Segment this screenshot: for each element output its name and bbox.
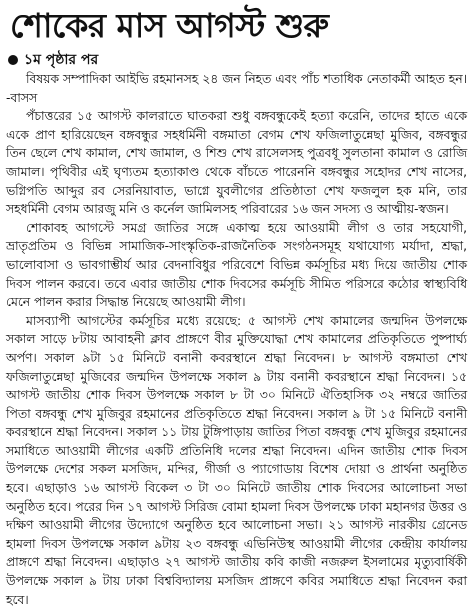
paragraph: মাসব্যাপী আগস্টের কর্মসূচির মধ্যে রয়েছে: ৫ আগস্ট শেখ কামালের জন্মদিন উপলক্ষে সকাল সাড়ে ৮টায় আবাহনী ক্লাব প্রাঙ্গণে বীর মুক্তিযোদ্ধা শেখ কামালের প্রতিকৃতিতে পুষ্পার্ঘ্য অর্পণ। সকাল ৯টা ১৫ মিনিটে বনানী কবরস্থানে শ্রদ্ধা নিবেদন। ৮ আগস্ট বঙ্গমাতা শেখ ফজিলাতুন্নেছা মুজিবের জন্মদিন উপলক্ষে সকাল ৯ টায় বনানী কবরস্থানে শ্রদ্ধা নিবেদন। ১৫ আগস্ট জাতীয় শোক দিবস উপলক্ষে সকাল ৮ টা ৩০ মিনিটে ঐতিহাসিক ৩২ নম্বরে জাতির পিতা বঙ্গবন্ধু শেখ মুজিবুর রহমানের প্রতিকৃতিতে শ্রদ্ধা নিবেদন। সকাল ৯ টা ১৫ মিনিটে বনানী কবরস্থানে শ্রদ্ধা নিবেদন। সকাল ১১ টায় টুঙ্গিপাড়ায় জাতির পিতা বঙ্গবন্ধু শেখ মুজিবুর রহমানের সমাধিতে আওয়ামী লীগের একটি প্রতিনিধি দলের শ্রদ্ধা নিবেদন। এদিন জাতীয় শোক দিবস উপলক্ষে দেশের সকল মসজিদ, মন্দির, গীর্জা ও প্যাগোডায় বিশেষ দোয়া ও প্রার্থনা অনুষ্ঠিত হবে। এছাড়াও ১৬ আগস্ট বিকেল ৩ টা ৩০ মিনিটে জাতীয় শোক দিবসের আলোচনা সভা অনুষ্ঠিত হবে। পরের দিন ১৭ আগস্ট সিরিজ বোমা হামলা দিবস উপলক্ষে ঢাকা মহানগর উত্তর ও দক্ষিণ আওয়ামী লীগের উদ্যোগে অনুষ্ঠিত হবে আলোচনা সভা। ২১ আগস্ট নারকীয় গ্রেনেড হামলা দিবস উপলক্ষে সকাল ৯টায় ২৩ বঙ্গবন্ধু এভিনিউস্থ আওয়ামী লীগের কেন্দ্রীয় কার্যালয় প্রাঙ্গণে শ্রদ্ধা নিবেদন। এছাড়াও ২৭ আগস্ট জাতীয় কবি কাজী নজরুল ইসলামের মৃত্যুবার্ষিকী উপলক্ষে সকাল ৯ টায় ঢাকা বিশ্ববিদ্যালয় মসজিদ প্রাঙ্গণে কবির সমাধিতে শ্রদ্ধা নিবেদন করা হবে। [6,313,467,607]
paragraph: বিষয়ক সম্পাদিকা আইভি রহমানসহ ২৪ জন নিহত এবং পাঁচ শতাধিক নেতাকর্মী আহত হন। -বাসস [6,72,467,105]
bullet-icon [8,55,18,65]
headline: শোকের মাস আগস্ট শুরু [10,6,329,45]
article-body [6,70,467,609]
paragraph: পঁচাত্তরের ১৫ আগস্ট কালরাতে ঘাতকরা শুধু বঙ্গবন্ধুকেই হত্যা করেনি, তাদের হাতে একে একে প্রাণ হারিয়েছেন বঙ্গবন্ধুর সহধর্মিনী বঙ্গমাতা বেগম শেখ ফজিলাতুন্নেছা মুজিব, বঙ্গবন্ধুর তিন ছেলে শেখ কামাল, শেখ জামাল, ও শিশু শেখ রাসেলসহ পুত্রবধূ সুলতানা কামাল ও রোজি জামাল। পৃথিবীর এই ঘৃণ্যতম হত্যাকাণ্ড থেকে বাঁচতে পারেননি বঙ্গবন্ধুর সহোদর শেখ নাসের, ভগ্নিপতি আব্দুর রব সেরনিয়াবাত, ভাগ্নে যুবলীগের প্রতিষ্ঠাতা শেখ ফজলুল হক মনি, তার সহধর্মিনী বেগম আরজু মনি ও কর্নেল জামিলসহ পরিবারের ১৬ জন সদস্য ও আত্মীয়-স্বজন। [6,109,467,217]
continued-from-line [6,50,467,70]
continued-label: ১ম পৃষ্ঠার পর [24,52,99,68]
paragraph: শোকাবহ আগস্টে সমগ্র জাতির সঙ্গে একাত্ম হয়ে আওয়ামী লীগ ও তার সহযোগী, ভ্রাতৃপ্রতিম ও বিভিন্ন সামাজিক-সাংস্কৃতিক-রাজনৈতিক সংগঠনসমূহ যথাযোগ্য মর্যাদা, শ্রদ্ধা, ভালোবাসা ও ভাবগাম্ভীর্য আর বেদনাবিধুর পরিবেশে বিভিন্ন কর্মসূচির মধ্য দিয়ে জাতীয় শোক দিবস পালন করবে। তবে এবার জাতীয় শোক দিবসের কর্মসূচি সীমিত পরিসরে কঠোর স্বাস্থ্যবিধি মেনে পালন করার সিদ্ধান্ত নিয়েছে আওয়ামী লীগ। [6,220,467,310]
